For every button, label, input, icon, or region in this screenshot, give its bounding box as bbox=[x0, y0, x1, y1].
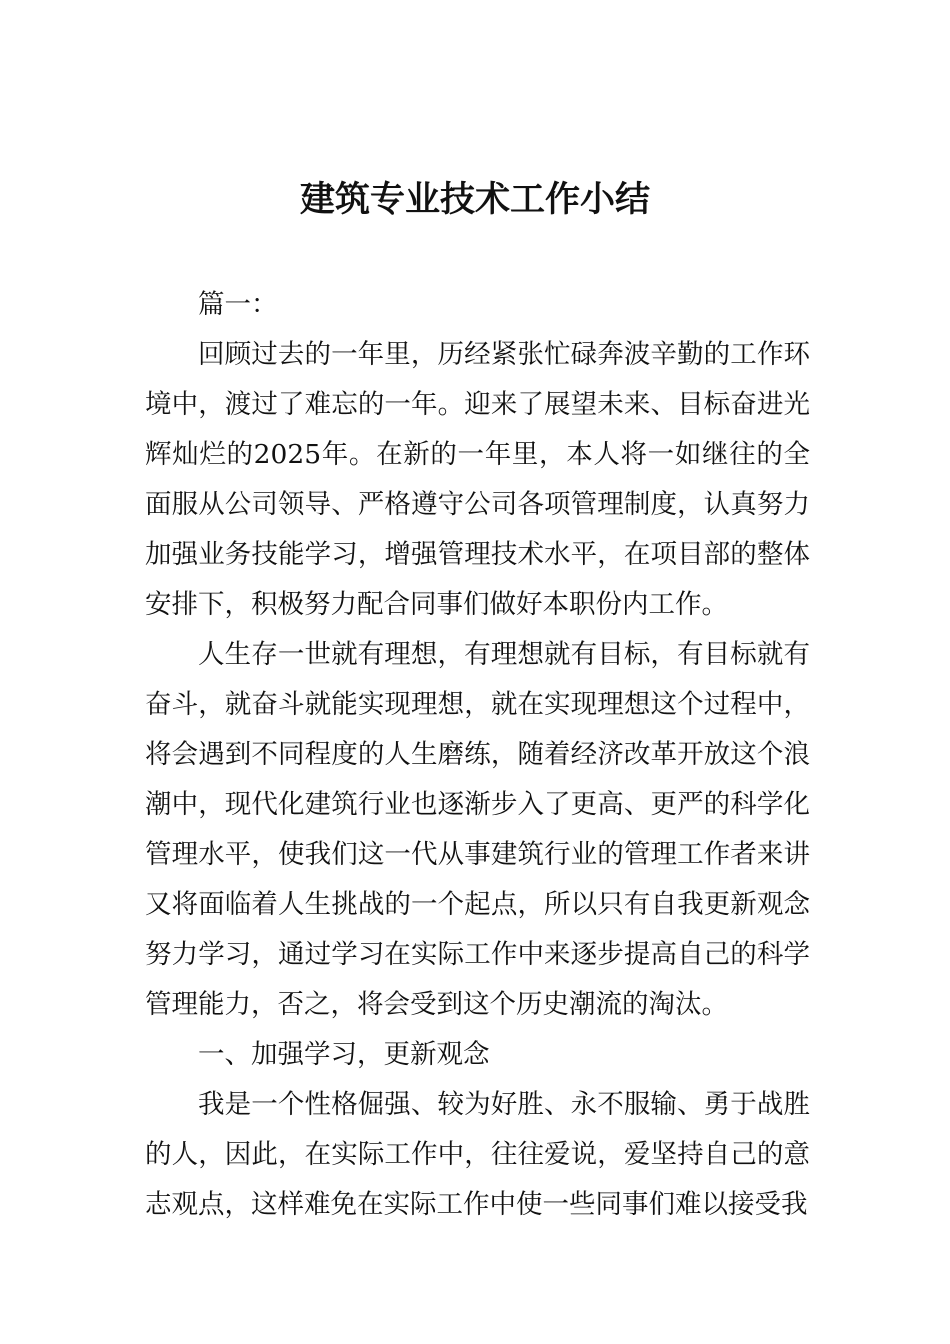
paragraph: 我是一个性格倔强、较为好胜、永不服输、勇于战胜的人，因此，在实际工作中，往往爱说，爱坚持自己的意志观点，这样难免在实际工作中使一些同事们难以接受我 bbox=[145, 1089, 810, 1220]
document-title: 建筑专业技术工作小结 bbox=[299, 180, 650, 220]
section-label: 篇一： bbox=[198, 289, 278, 320]
section-heading: 一、加强学习，更新观念 bbox=[198, 1039, 490, 1070]
paragraph: 人生存一世就有理想，有理想就有目标，有目标就有奋斗，就奋斗就能实现理想，就在实现理想这个过程中，将会遇到不同程度的人生磨练，随着经济改革开放这个浪潮中，现代化建筑行业也逐渐步入了更高、更严的科学化管理水平，使我们这一代从事建筑行业的管理工作者来讲又将面临着人生挑战的一个起点，所以只有自我更新观念努力学习，通过学习在实际工作中来逐步提高自己的科学管理能力，否之，将会受到这个历史潮流的淘汰。 bbox=[145, 639, 810, 1020]
paragraph: 回顾过去的一年里，历经紧张忙碌奔波辛勤的工作环境中，渡过了难忘的一年。迎来了展望未来、目标奋进光辉灿烂的2025年。在新的一年里，本人将一如继往的全面服从公司领导、严格遵守公司各项管理制度，认真努力加强业务技能学习，增强管理技术水平，在项目部的整体安排下，积极努力配合同事们做好本职份内工作。 bbox=[145, 339, 810, 620]
document-body bbox=[145, 280, 810, 1230]
